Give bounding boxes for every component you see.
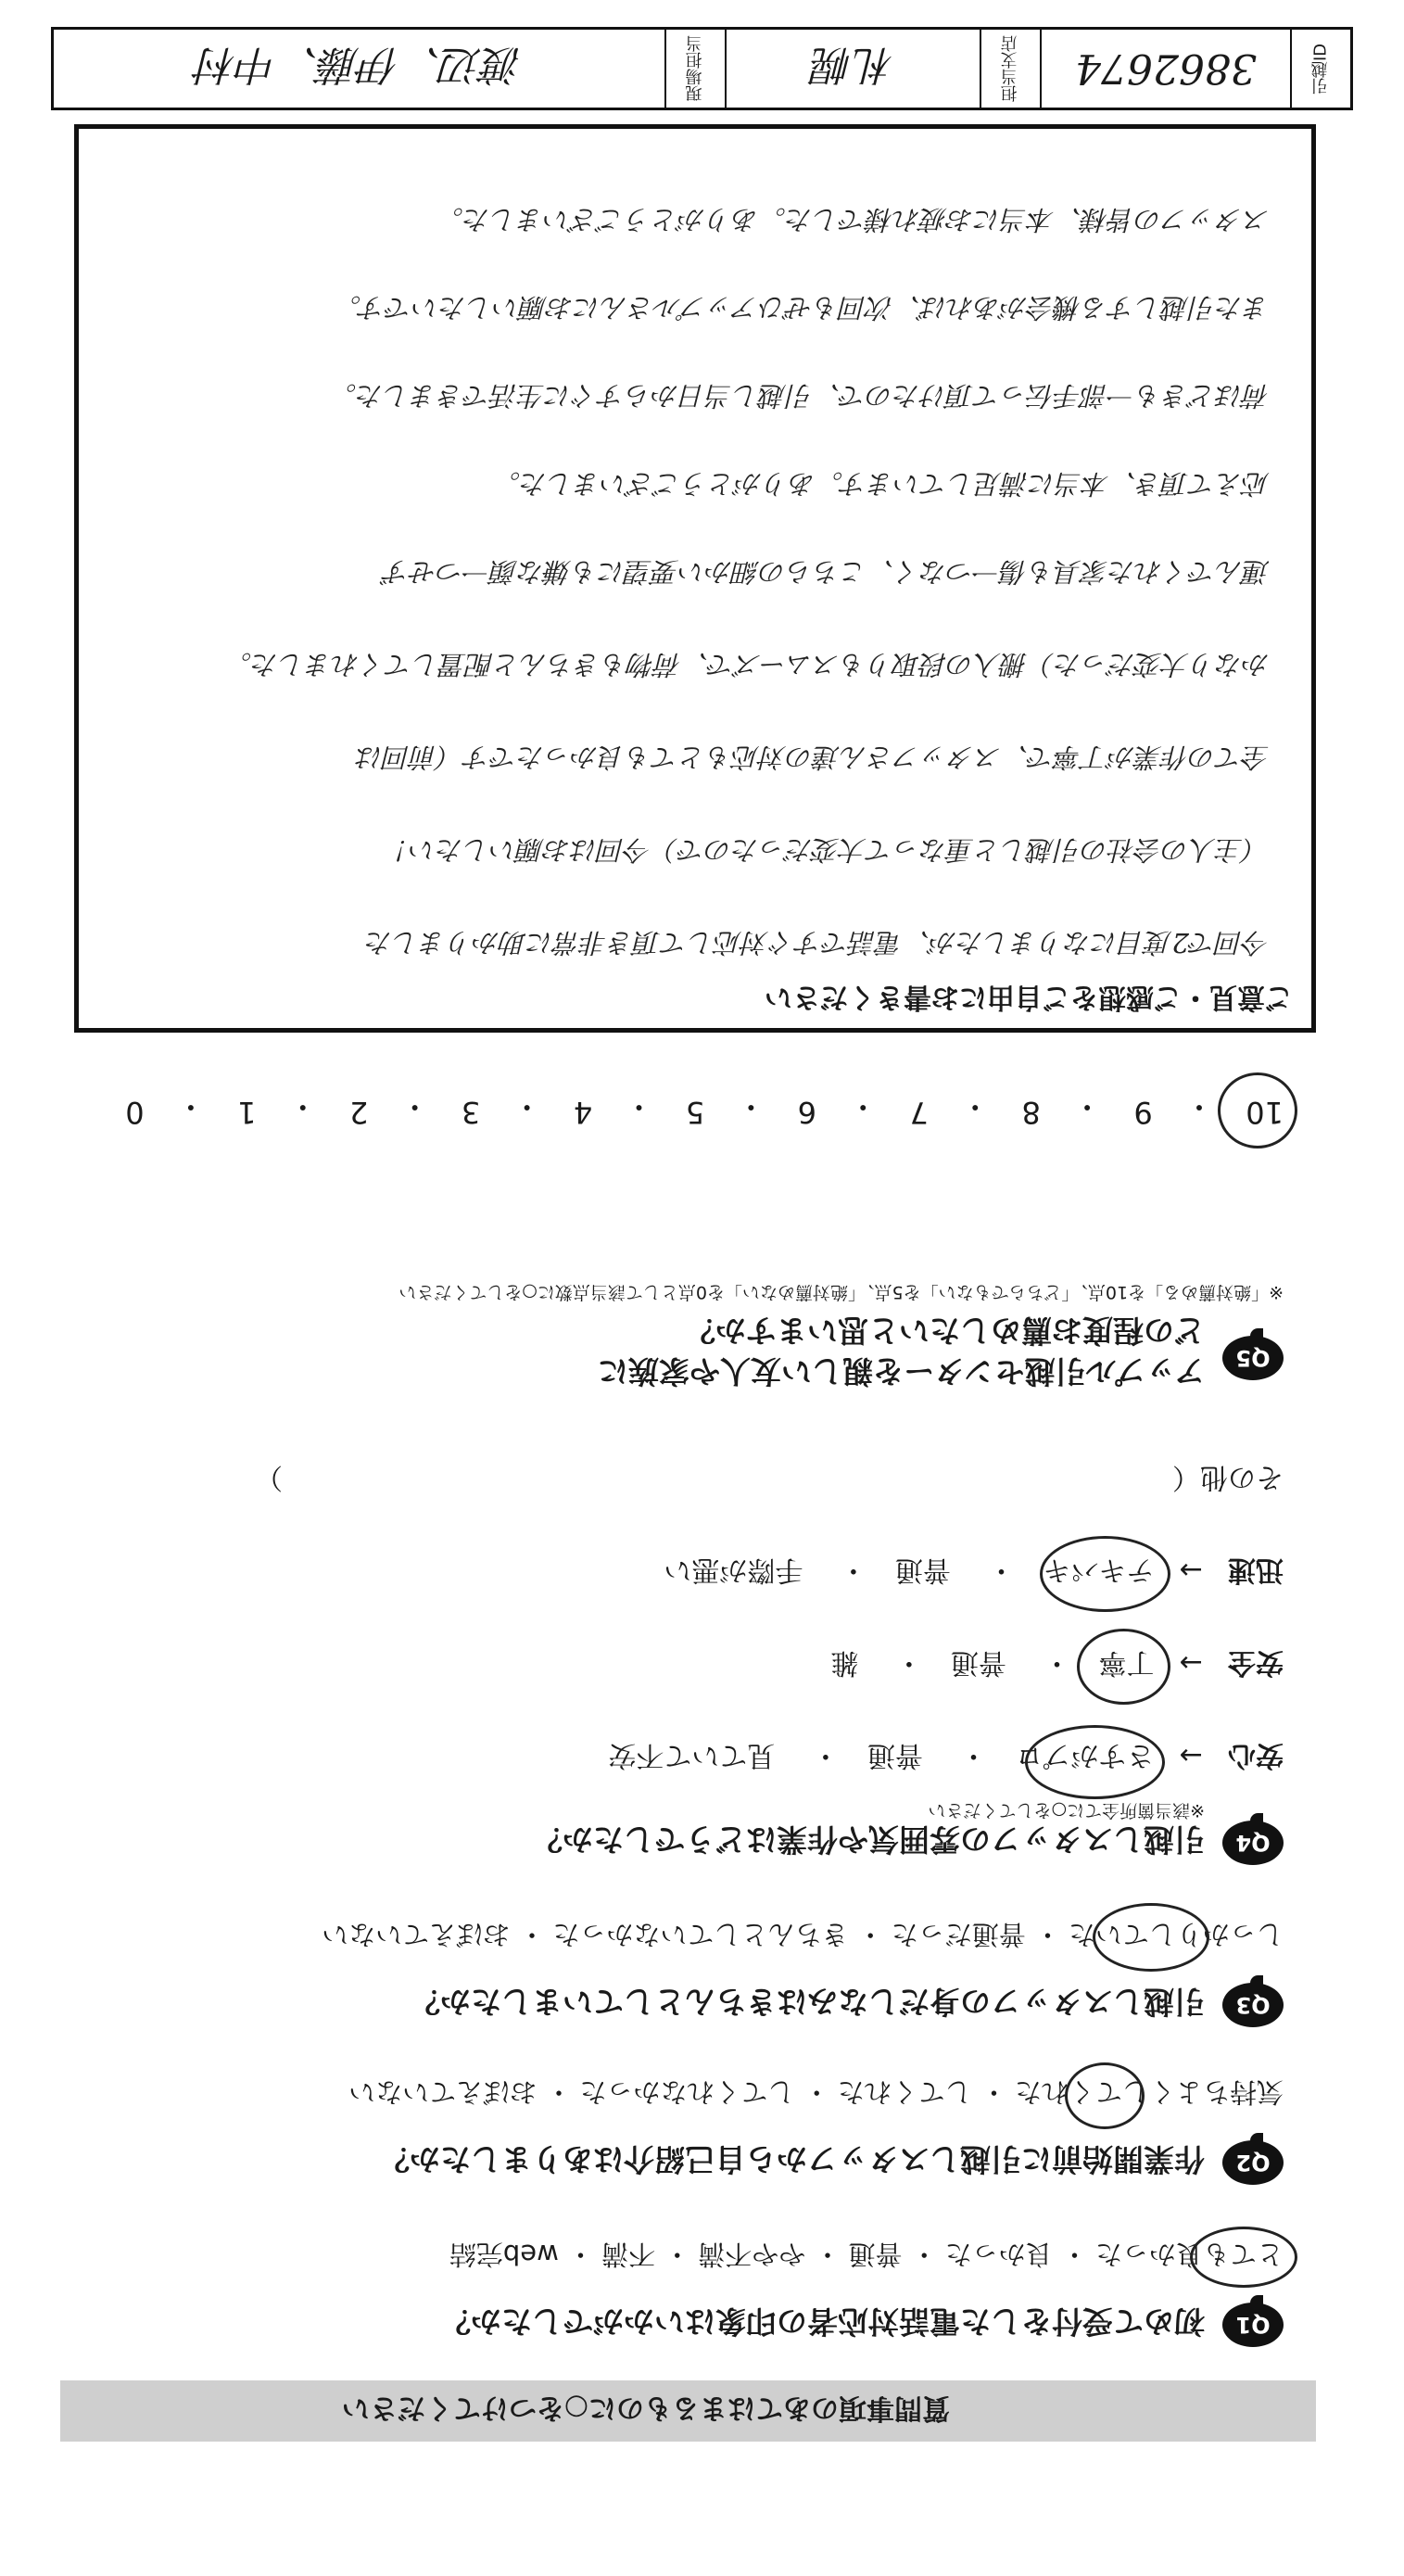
q1-options: とても良かった・ 良かった・ 普通・ やや不満・ 不満・ web完結 — [449, 2239, 1284, 2270]
q1-option[interactable]: 良かった — [944, 2239, 1053, 2270]
q4-anzen-circle — [1077, 1629, 1170, 1705]
q4-option[interactable]: 普通 — [894, 1554, 951, 1586]
q5-score[interactable]: 8 — [1021, 1095, 1041, 1130]
q5-score[interactable]: 5 — [685, 1095, 705, 1130]
q5-note: ※「絶対薦める」を10点、「どちらでもない」を5点、「絶対薦めない」を0点として該当点数に○をしてください — [398, 1282, 1284, 1302]
q5-score[interactable]: 1 — [237, 1095, 257, 1130]
q4-option[interactable]: 見ていて不安 — [608, 1739, 776, 1771]
q4-row-label: 安全 — [1228, 1646, 1284, 1679]
comment-line: かなり大変だった）搬入の段取りもスムーズで、荷物もきちんと配置してくれました。 — [224, 649, 1270, 680]
q3-option[interactable]: きちんとしていなかった — [552, 1919, 849, 1950]
q1-option[interactable]: とても良かった — [1094, 2239, 1284, 2270]
question-q4 — [79, 1797, 1284, 1867]
question-q5 — [79, 1278, 1284, 1399]
staff-label: 現場担当 — [685, 35, 705, 102]
q4-row-label: 安心 — [1228, 1739, 1284, 1771]
q4-row-anshin: 安心→ さすがプロ ・ 普通 ・ 見ていて不安 — [608, 1738, 1284, 1779]
comment-line: 全ての作業が丁寧で、スタッフさん達の対応もとても良かったです（前回は — [356, 742, 1270, 773]
q1-answer-circle — [1190, 2227, 1297, 2288]
move-id-label: 引越ID — [1310, 43, 1331, 95]
q2-option[interactable]: おぼえていない — [348, 2076, 538, 2108]
q1-badge: Q1 — [1222, 2303, 1284, 2347]
branch-value[interactable]: 札幌 — [812, 41, 894, 88]
q3-option[interactable]: 普通だった — [891, 1919, 1026, 1950]
q4-option[interactable]: 普通 — [950, 1646, 1006, 1679]
q4-row-label: 迅速 — [1228, 1554, 1284, 1586]
q4-jinsoku-circle — [1040, 1536, 1170, 1612]
q4-row-anzen: 安全→ 丁寧 ・ 普通 ・ 雑 — [830, 1645, 1284, 1686]
question-q1 — [79, 2239, 1284, 2349]
q4-text: 引越しスタッフの雰囲気や作業はどうでしたか？ — [532, 1821, 1205, 1858]
q1-option[interactable]: web完結 — [449, 2239, 559, 2270]
q2-option[interactable]: してくれなかった — [579, 2076, 795, 2108]
q1-text: 初めて受付をした電話対応者の印象はいかがでしたか？ — [440, 2303, 1205, 2340]
q5-score[interactable]: 4 — [573, 1095, 593, 1130]
q4-other[interactable]: その他（ ） — [255, 1461, 1284, 1493]
q1-option[interactable]: やや不満 — [698, 2239, 806, 2270]
q5-score[interactable]: 7 — [909, 1095, 929, 1130]
q4-option[interactable]: 雑 — [830, 1646, 859, 1679]
comment-line: 荷ほどきも一部手伝って頂けたので、引越し当日からすぐに生活できました。 — [329, 380, 1270, 412]
q2-option[interactable]: してくれた — [837, 2076, 972, 2108]
q4-option[interactable]: 手際が悪い — [664, 1554, 803, 1586]
q4-option[interactable]: さすがプロ — [1015, 1739, 1155, 1771]
q4-option[interactable]: テキパキ — [1043, 1554, 1155, 1586]
q3-option[interactable]: おぼえていない — [322, 1919, 511, 1950]
q4-anshin-circle — [1025, 1725, 1165, 1799]
q3-text: 引越しスタッフの身だしなみはきちんとしていましたか？ — [410, 1984, 1205, 2020]
q4-badge: Q4 — [1222, 1821, 1284, 1865]
q4-note: ※該当箇所全てに○をしてください — [928, 1800, 1205, 1821]
q2-option[interactable]: 気持ちよくしてくれた — [1014, 2076, 1284, 2108]
comment-line: 応えて頂き、本当に満足しています。ありがとうございました。 — [493, 468, 1270, 500]
q2-badge: Q2 — [1222, 2140, 1284, 2185]
q5-badge: Q5 — [1222, 1336, 1284, 1380]
q5-score[interactable]: 9 — [1133, 1095, 1153, 1130]
instructions-banner: 質問事項のあてはまるものに○をつけてください — [60, 2380, 1316, 2442]
q2-options: 気持ちよくしてくれた・ してくれた・ してくれなかった・ おぼえていない — [348, 2076, 1284, 2108]
q5-score[interactable]: 6 — [797, 1095, 817, 1130]
q3-badge: Q3 — [1222, 1983, 1284, 2027]
q5-text-line1: アップル引越センターを親しい友人や家族に — [597, 1353, 1205, 1390]
comment-line: 今回で2度目になりましたが、電話ですぐ対応して頂き非常に助かりました — [365, 927, 1270, 958]
staff-value[interactable]: 渡辺、伊藤、中村 — [196, 41, 523, 88]
comment-line: スタッフの皆様、本当にお疲れ様でした。ありがとうございました。 — [436, 204, 1270, 235]
q1-option[interactable]: 不満 — [601, 2239, 656, 2270]
q3-option[interactable]: しっかりしていた — [1068, 1919, 1284, 1950]
q2-text: 作業開始前に引越しスタッフから自己紹介はありましたか？ — [379, 2141, 1205, 2177]
q2-answer-circle — [1065, 2062, 1145, 2129]
q5-score[interactable]: 10 — [1246, 1095, 1284, 1130]
comment-title: ご意見・ご感想をご自由にお書きください — [765, 981, 1293, 1013]
q5-answer-circle — [1218, 1072, 1297, 1148]
q5-text-line2: どの程度お薦めしたいと思いますか？ — [685, 1313, 1205, 1349]
branch-label: 担当支店 — [1000, 35, 1020, 102]
question-q3 — [79, 1919, 1284, 2029]
comment-box[interactable] — [74, 124, 1316, 1033]
q5-score[interactable]: 2 — [349, 1095, 369, 1130]
comment-line: 運んでくれた家具も傷一つなく、こちらの細かい要望にも嫌な顔一つせず — [383, 556, 1270, 588]
q4-option[interactable]: 普通 — [866, 1739, 923, 1771]
q3-options: しっかりしていた・ 普通だった・ きちんとしていなかった・ おぼえていない — [322, 1919, 1284, 1950]
move-id-value[interactable]: 3862674 — [1075, 44, 1257, 93]
question-q2 — [79, 2076, 1284, 2187]
form-header — [51, 27, 1353, 110]
q5-score[interactable]: 3 — [461, 1095, 481, 1130]
q4-row-jinsoku: 迅速→ テキパキ ・ 普通 ・ 手際が悪い — [664, 1553, 1284, 1593]
q1-option[interactable]: 普通 — [848, 2239, 903, 2270]
comment-line: また引越しする機会があれば、次回もぜひアップルさんにお願いしたいです。 — [334, 292, 1270, 324]
q3-answer-circle — [1093, 1903, 1209, 1972]
q5-score[interactable]: 0 — [125, 1095, 145, 1130]
q4-option[interactable]: 丁寧 — [1098, 1646, 1155, 1679]
q5-scale: 10 ・ 9 ・ 8 ・ 7 ・ 6 ・ 5 ・ 4 ・ 3 ・ 2 ・ 1 ・ 0 — [125, 1089, 1284, 1130]
comment-line: （主人の会社の引越しと重なって大変だったので）今回はお願いしたい！ — [382, 834, 1270, 866]
